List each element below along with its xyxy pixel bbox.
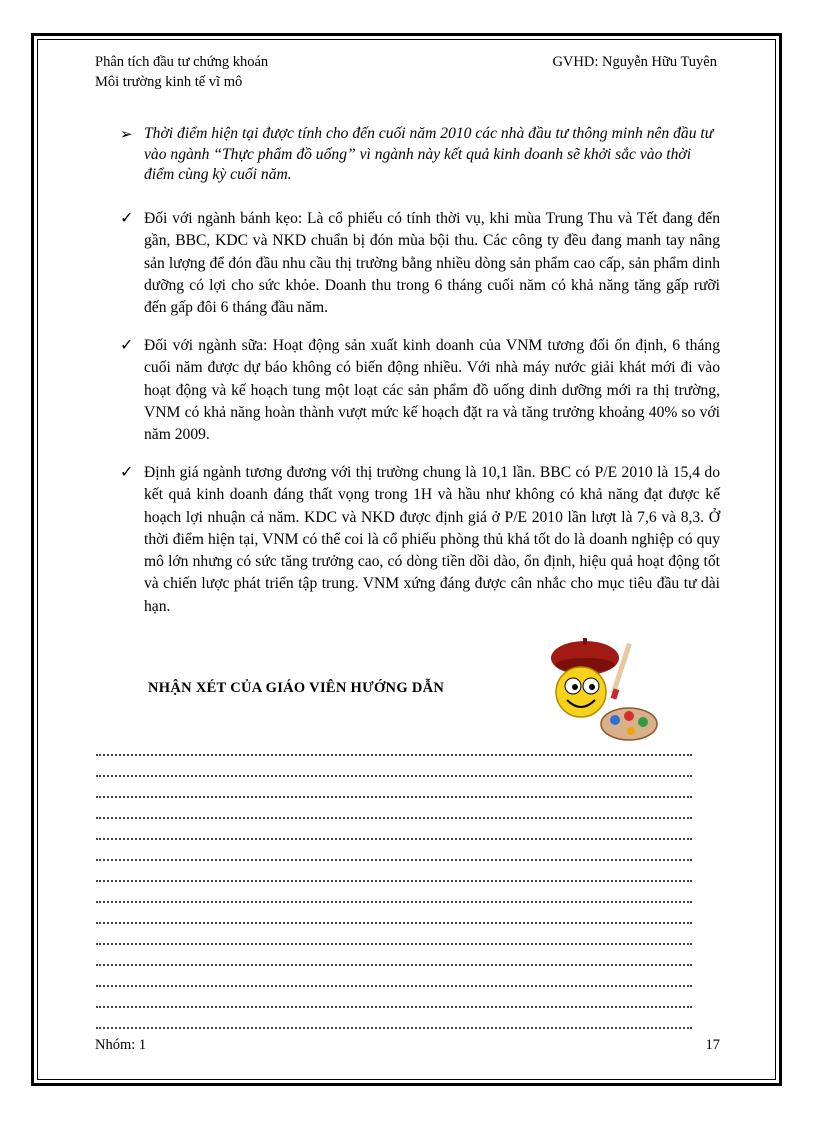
item-text: Đối với ngành bánh kẹo: Là cổ phiếu có tính thời vụ, khi mùa Trung Thu và Tết đang đến gần, BBC, KDC và NKD chuẩn bị đón mùa bội thu. Các công ty đều đang manh tay nâng sản lượng để đón đầu nhu cầu thị trường bằng nhiều dòng sản phẩm cao cấp, sản phẩm dinh dưỡng có lợi cho sức khỏe. Doanh thu trong 6 tháng cuối năm có khả năng tăng gấp rưỡi đến gấp đôi 6 tháng đầu năm. bbox=[144, 210, 720, 317]
comment-line bbox=[96, 945, 692, 966]
comment-line bbox=[96, 1008, 692, 1029]
header-topic: Môi trường kinh tế vĩ mô bbox=[95, 74, 243, 90]
arrow-bullet-icon: ➢ bbox=[120, 127, 133, 143]
intro-bullet bbox=[120, 124, 720, 186]
comment-line bbox=[96, 735, 692, 756]
comment-line bbox=[96, 798, 692, 819]
page-number: 17 bbox=[705, 1037, 720, 1053]
comment-lines bbox=[96, 735, 692, 1029]
comment-line bbox=[96, 966, 692, 987]
comment-line bbox=[96, 987, 692, 1008]
checkmark-icon: ✓ bbox=[120, 210, 134, 227]
comment-line bbox=[96, 819, 692, 840]
comment-line bbox=[96, 861, 692, 882]
comment-line bbox=[96, 924, 692, 945]
comment-line bbox=[96, 756, 692, 777]
header-subject: Phân tích đầu tư chứng khoán bbox=[95, 54, 269, 70]
comment-line bbox=[96, 882, 692, 903]
checkmark-icon: ✓ bbox=[120, 337, 134, 354]
list-item bbox=[120, 335, 720, 446]
item-text: Định giá ngành tương đương với thị trường chung là 10,1 lần. BBC có P/E 2010 là 15,4 do kết quả kinh doanh đáng thất vọng trong 1H và hầu như không có khả năng đạt được kế hoạch lợi nhuận cả năm. KDC và NKD được định giá ở P/E 2010 lần lượt là 7,6 và 8,3. Ở thời điểm hiện tại, VNM có thể coi là cổ phiếu phòng thủ khá tốt do là doanh nghiệp có quy mô lớn nhưng có sức tăng trưởng cao, có dòng tiền dồi dào, ổn định, hiệu quả hoạt động tốt và chiến lược phát triển tập trung. VNM xứng đáng được cân nhắc cho mục tiêu đầu tư dài hạn. bbox=[144, 464, 720, 615]
intro-text: Thời điểm hiện tại được tính cho đến cuối năm 2010 các nhà đầu tư thông minh nên đầu tư vào ngành “Thực phẩm đồ uống” vì ngành này kết quả kinh doanh sẽ khởi sắc vào thời điểm cùng kỳ cuối năm. bbox=[144, 125, 714, 183]
list-item bbox=[120, 462, 720, 618]
comment-line bbox=[96, 777, 692, 798]
checkmark-icon: ✓ bbox=[120, 464, 134, 481]
comment-line bbox=[96, 840, 692, 861]
header-advisor: GVHD: Nguyễn Hữu Tuyên bbox=[552, 54, 717, 70]
list-item bbox=[120, 208, 720, 319]
comment-line bbox=[96, 903, 692, 924]
item-text: Đối với ngành sữa: Hoạt động sản xuất kinh doanh của VNM tương đối ổn định, 6 tháng cuối năm được dự báo không có biến động nhiều. Với nhà máy nước giải khát mới đi vào hoạt động và kế hoạch tung một loạt các sản phẩm đồ uống dinh dưỡng mới ra thị trường, VNM có khả năng hoàn thành vượt mức kế hoạch đặt ra và tăng trưởng khoảng 40% so với năm 2009. bbox=[144, 337, 720, 444]
painter-smiley-icon bbox=[545, 634, 660, 746]
comment-section-title: NHẬN XÉT CỦA GIÁO VIÊN HƯỚNG DẪN bbox=[148, 680, 445, 696]
footer-group: Nhóm: 1 bbox=[95, 1037, 147, 1053]
